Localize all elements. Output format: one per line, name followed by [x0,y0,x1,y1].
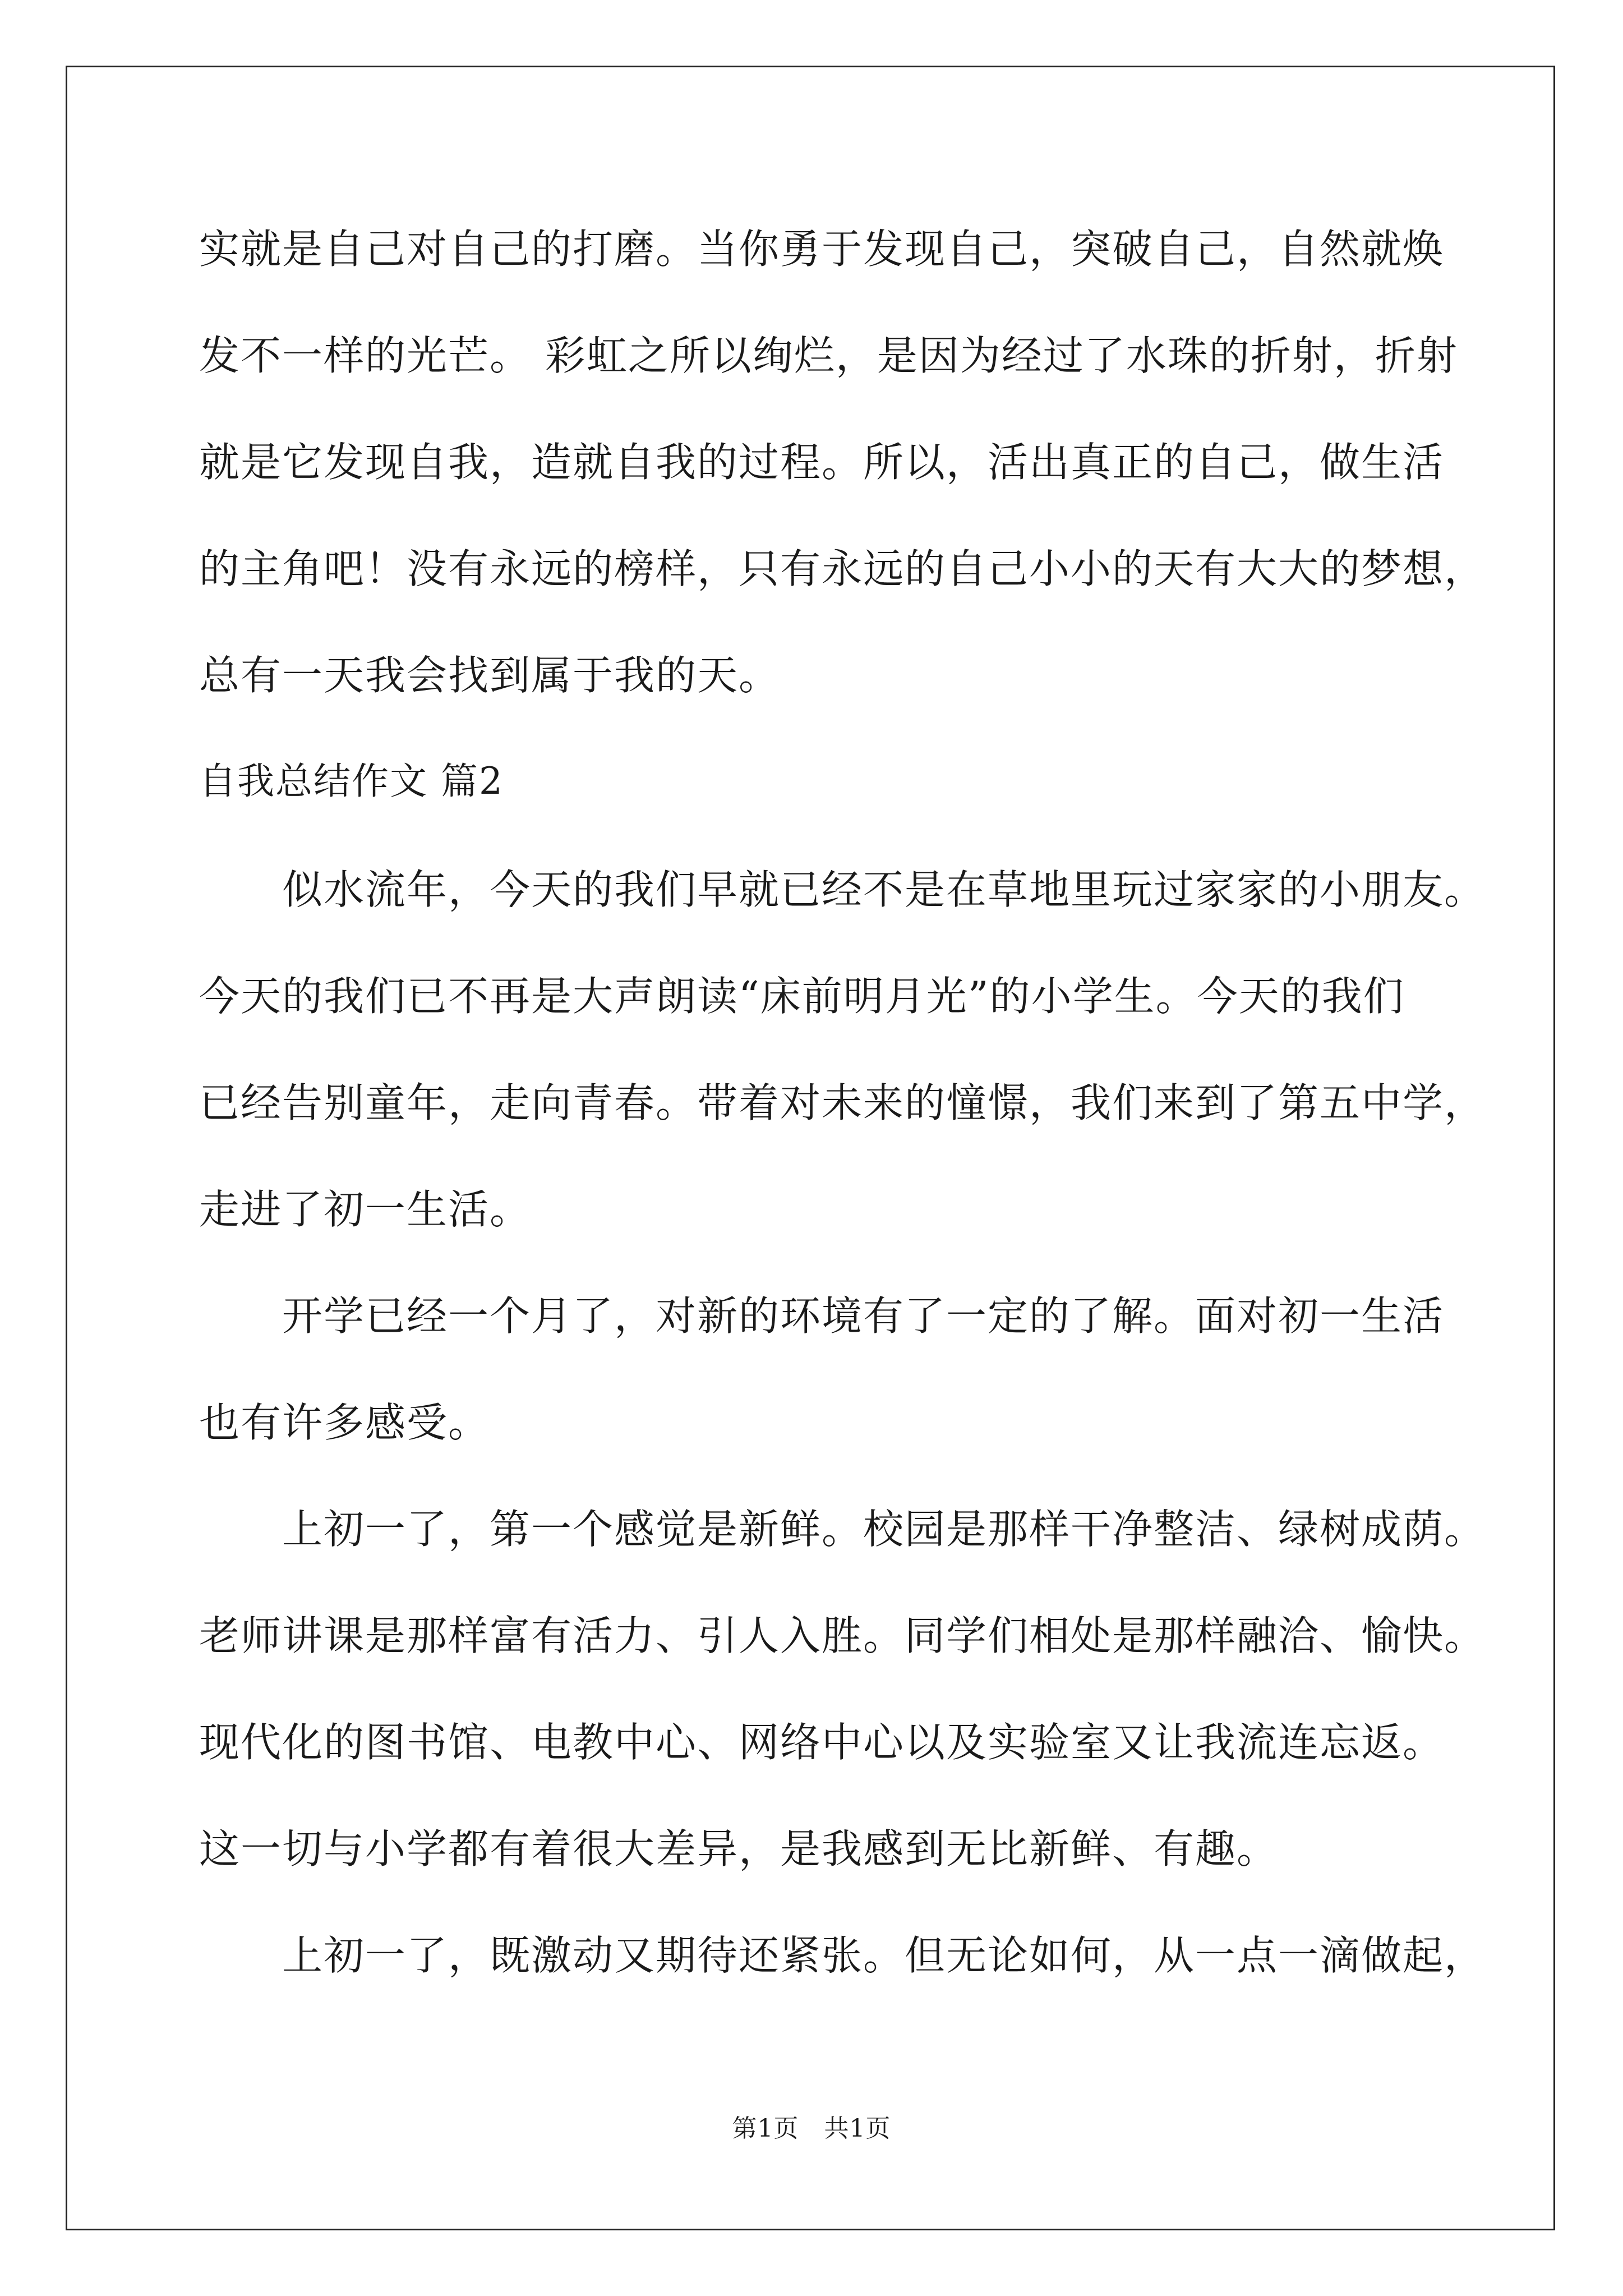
text-line: 上初一了，第一个感觉是新鲜。校园是那样干净整洁、绿树成荫。 [199,1506,1486,1553]
text-line: 就是它发现自我，造就自我的过程。所以，活出真正的自己，做生活 [199,439,1445,486]
text-line: 走进了初一生活。 [199,1186,532,1233]
section-heading: 自我总结作文 篇2 [199,760,504,803]
page-footer: 第1页 共1页 [732,2114,891,2143]
text-line: 总有一天我会找到属于我的天。 [199,652,781,699]
text-line: 开学已经一个月了，对新的环境有了一定的了解。面对初一生活 [199,1292,1445,1340]
text-line: 老师讲课是那样富有活力、引人入胜。同学们相处是那样融洽、愉快。 [199,1612,1486,1659]
text-line: 实就是自己对自己的打磨。当你勇于发现自己，突破自己，自然就焕 [199,226,1445,273]
text-line: 现代化的图书馆、电教中心、网络中心以及实验室又让我流连忘返。 [199,1719,1445,1766]
text-line: 上初一了，既激动又期待还紧张。但无论如何，从一点一滴做起， [199,1932,1486,1979]
text-line: 似水流年，今天的我们早就已经不是在草地里玩过家家的小朋友。 [199,866,1486,913]
text-line: 也有许多感受。 [199,1399,490,1446]
text-line: 今天的我们已不再是大声朗读“床前明月光”的小学生。今天的我们 [199,973,1405,1020]
text-line: 的主角吧！没有永远的榜样，只有永远的自己小小的天有大大的梦想， [199,545,1486,592]
text-line: 这一切与小学都有着很大差异，是我感到无比新鲜、有趣。 [199,1825,1279,1872]
text-line: 发不一样的光芒。 彩虹之所以绚烂，是因为经过了水珠的折射，折射 [199,332,1458,379]
page-border [66,66,1555,2230]
text-line: 已经告别童年，走向青春。带着对未来的憧憬，我们来到了第五中学， [199,1079,1486,1126]
